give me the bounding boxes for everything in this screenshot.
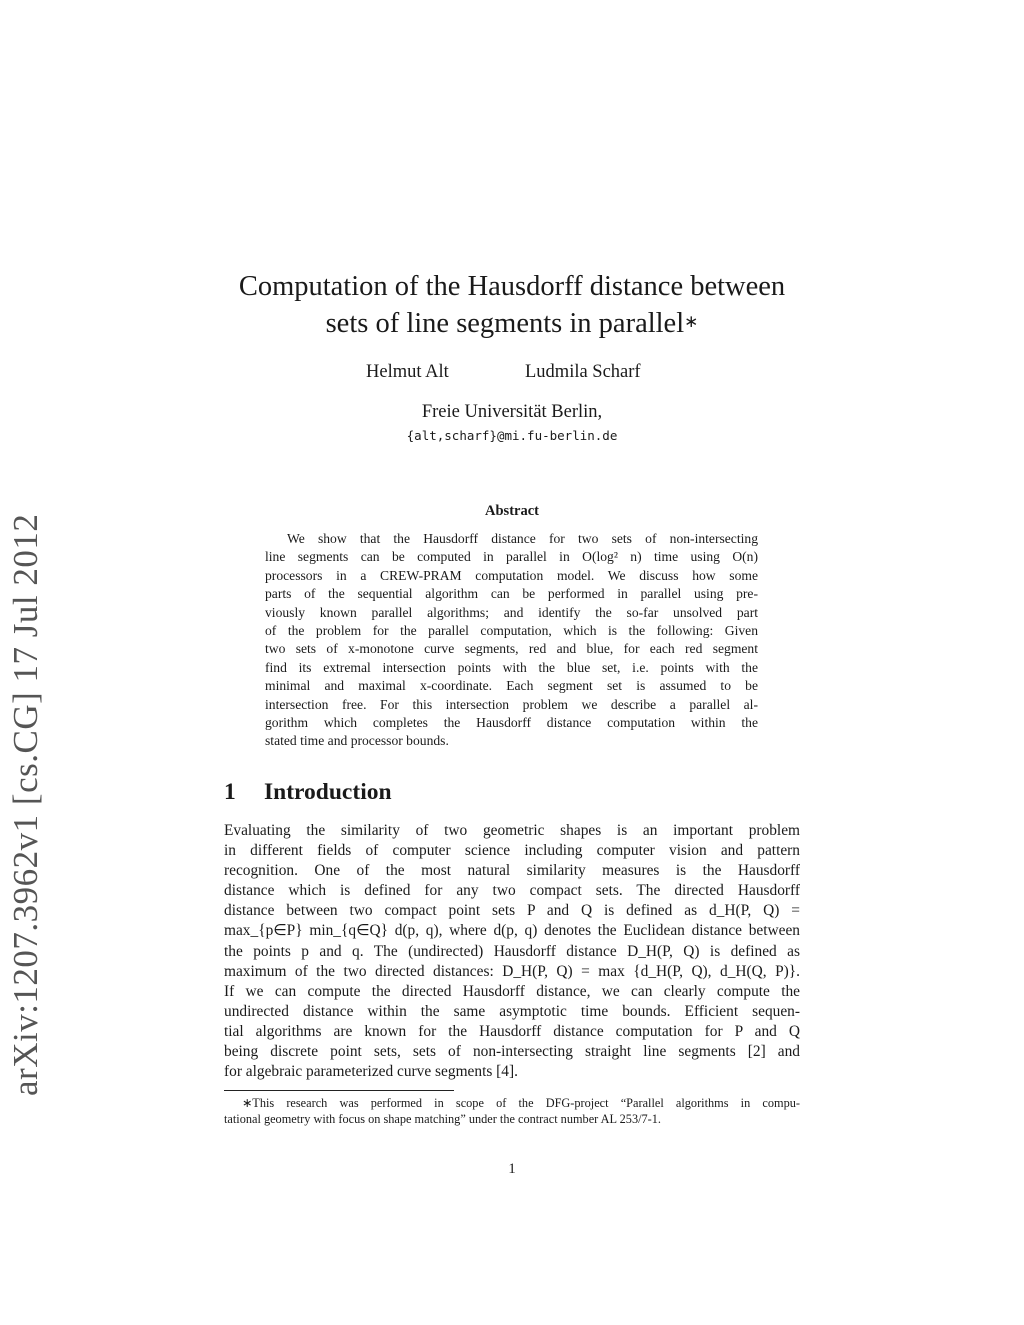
body-line: recognition. One of the most natural similarity measures is the Hausdorff: [224, 862, 800, 880]
body-line: the points p and q. The (undirected) Hausdorff distance D_H(P, Q) is defined as: [224, 942, 800, 960]
body-line: tial algorithms are known for the Hausdorff distance computation for P and Q: [224, 1022, 800, 1040]
footnote-rule: [224, 1090, 454, 1091]
body-line: If we can compute the directed Hausdorff distance, we can clearly compute the: [224, 982, 800, 1000]
abstract-line: viously known parallel algorithms; and identify the so-far unsolved part: [265, 604, 758, 620]
abstract-line: two sets of x-monotone curve segments, red and blue, for each red segment: [265, 641, 758, 657]
abstract-line: intersection free. For this intersection problem we describe a parallel al-: [265, 696, 758, 712]
abstract-line: gorithm which completes the Hausdorff distance computation within the: [265, 715, 758, 731]
paper-title: [150, 268, 874, 342]
affiliation: Freie Universität Berlin,: [421, 402, 603, 422]
section-title: Introduction: [264, 779, 392, 805]
section-heading: [224, 779, 392, 806]
author-email: {alt,scharf}@mi.fu-berlin.de: [406, 428, 618, 443]
page-number: 1: [508, 1161, 516, 1177]
abstract-body: [265, 530, 758, 751]
introduction-body: [224, 821, 800, 1082]
title-line-2: sets of line segments in parallel: [325, 308, 685, 339]
arxiv-identifier: arXiv:1207.3962v1 [cs.CG] 17 Jul 2012: [6, 513, 45, 1096]
abstract-line: of the problem for the parallel computation, which is the following: Given: [265, 623, 758, 639]
footnote: [224, 1095, 800, 1128]
abstract-line: find its extremal intersection points with the blue set, i.e. points with the: [265, 659, 758, 675]
body-line: Evaluating the similarity of two geometric shapes is an important problem: [224, 822, 800, 839]
body-line: max_{p∈P} min_{q∈Q} d(p, q), where d(p, q) denotes the Euclidean distance between: [224, 922, 800, 940]
body-line: distance between two compact point sets P and Q is defined as d_H(P, Q) =: [224, 902, 800, 920]
abstract-line: line segments can be computed in parallel in O(log² n) time using O(n): [265, 549, 758, 565]
author-name: Helmut Alt: [366, 362, 449, 382]
footnote-line: ∗This research was performed in scope of the DFG-project “Parallel algorithms in compu-: [242, 1096, 800, 1110]
author-name: Ludmila Scharf: [525, 362, 641, 382]
abstract-line: stated time and processor bounds.: [265, 733, 449, 749]
body-line: undirected distance within the same asymptotic time bounds. Efficient sequen-: [224, 1002, 800, 1020]
body-line: in different fields of computer science including computer vision and pattern: [224, 842, 800, 860]
arxiv-sidebar-stamp: [6, 513, 106, 1126]
section-number: 1: [224, 779, 236, 805]
abstract-heading: Abstract: [485, 503, 539, 519]
title-footnote-mark: ∗: [684, 312, 699, 331]
body-line: for algebraic parameterized curve segments [4].: [224, 1063, 518, 1081]
footnote-line: tational geometry with focus on shape matching” under the contract number AL 253/7-1.: [224, 1112, 661, 1127]
abstract-line: minimal and maximal x-coordinate. Each segment set is assumed to be: [265, 678, 758, 694]
body-line: distance which is defined for any two compact sets. The directed Hausdorff: [224, 882, 800, 900]
body-line: being discrete point sets, sets of non-intersecting straight line segments [2] and: [224, 1043, 800, 1061]
abstract-line: We show that the Hausdorff distance for two sets of non-intersecting: [287, 531, 758, 546]
body-line: maximum of the two directed distances: D_H(P, Q) = max {d_H(P, Q), d_H(Q, P)}.: [224, 962, 800, 980]
abstract-line: processors in a CREW-PRAM computation model. We discuss how some: [265, 567, 758, 583]
title-line-1: Computation of the Hausdorff distance between: [238, 271, 786, 302]
abstract-line: parts of the sequential algorithm can be performed in parallel using pre-: [265, 586, 758, 602]
